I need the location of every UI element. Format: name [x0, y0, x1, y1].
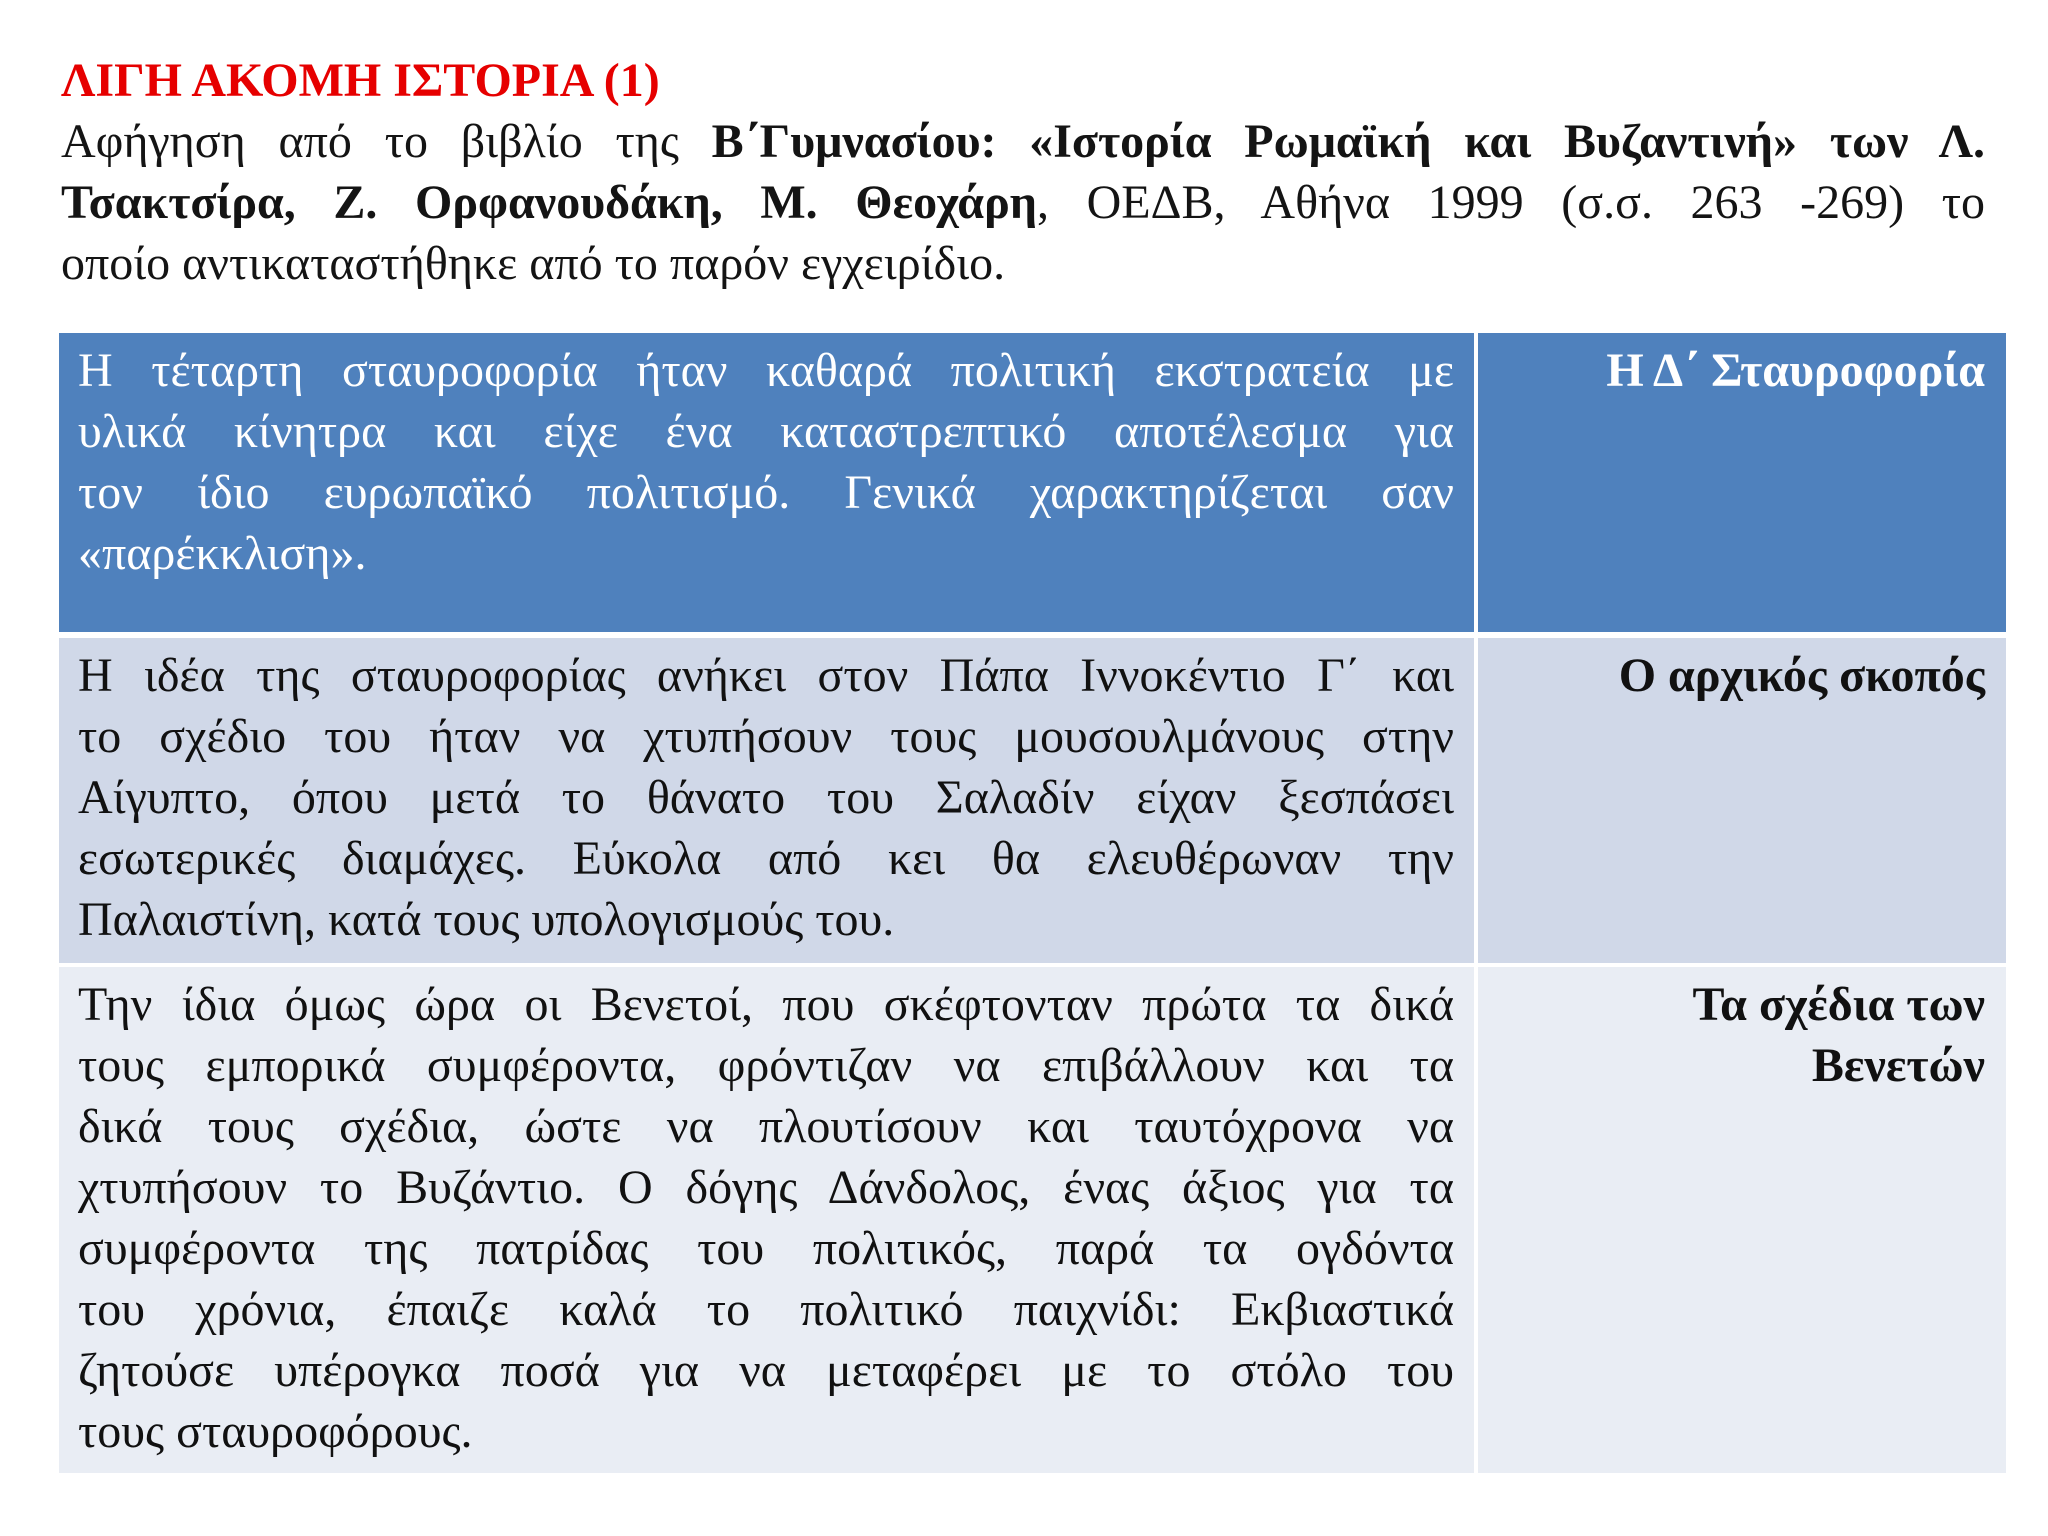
row-heading: Τα σχέδια των — [1692, 978, 1985, 1031]
intro-line — [61, 172, 1985, 233]
text-line: «παρέκκλιση». — [78, 527, 367, 580]
text-line: δικά τους σχέδια, ώστε να πλουτίσουν και ταυτόχρονα να — [78, 1100, 1454, 1153]
intro-line: οποίο αντικαταστήθηκε από το παρόν εγχειρίδιο. — [61, 237, 1006, 290]
text-line: τον ίδιο ευρωπαϊκό πολιτισμό. Γενικά χαρακτηρίζεται σαν — [78, 466, 1454, 519]
text-line: του χρόνια, έπαιζε καλά το πολιτικό παιχνίδι: Εκβιαστικά — [78, 1283, 1454, 1336]
text-line: υλικά κίνητρα και είχε ένα καταστρεπτικό αποτέλεσμα για — [78, 405, 1454, 458]
table-row-2-text-cell — [59, 638, 1474, 963]
text-line: ζητούσε υπέρογκα ποσά για να μεταφέρει με το στόλο του — [78, 1344, 1454, 1397]
slide-header — [61, 50, 1985, 294]
table-row-2-heading-cell — [1478, 638, 2006, 963]
text-line: Αίγυπτο, όπου μετά το θάνατο του Σαλαδίν είχαν ξεσπάσει — [78, 771, 1454, 824]
text-line: το σχέδιο του ήταν να χτυπήσουν τους μουσουλμάνους στην — [78, 710, 1454, 763]
text-line: χτυπήσουν το Βυζάντιο. Ο δόγης Δάνδολος, ένας άξιος για τα — [78, 1161, 1454, 1214]
text-line: εσωτερικές διαμάχες. Εύκολα από κει θα ελευθέρωναν την — [78, 832, 1454, 885]
row-heading: Η Δ΄ Σταυροφορία — [1606, 344, 1985, 397]
intro-text: Αφήγηση από το βιβλίο της — [61, 115, 712, 168]
row-heading: Ο αρχικός σκοπός — [1618, 649, 1985, 702]
intro-authors: Τσακτσίρα, Ζ. Ορφανουδάκη, Μ. Θεοχάρη — [61, 176, 1038, 229]
table-row-1-text-cell — [59, 333, 1474, 632]
text-line: Η ιδέα της σταυροφορίας ανήκει στον Πάπα Ιννοκέντιο Γ΄ και — [78, 649, 1454, 702]
text-line: τους εμπορικά συμφέροντα, φρόντιζαν να επιβάλλουν και τα — [78, 1039, 1454, 1092]
intro-book-title: Β΄Γυμνασίου: «Ιστορία Ρωμαϊκή και Βυζαντινή» των Λ. — [711, 115, 1986, 168]
intro-publication: , ΟΕΔΒ, Αθήνα 1999 (σ.σ. 263 -269) το — [1037, 176, 1985, 229]
intro-line — [61, 111, 1985, 172]
text-line: Η τέταρτη σταυροφορία ήταν καθαρά πολιτική εκστρατεία με — [78, 344, 1454, 397]
row-heading: Βενετών — [1811, 1039, 1985, 1092]
table-row-3-text-cell — [59, 967, 1474, 1473]
table-row-1-heading-cell — [1478, 333, 2006, 632]
table-row-3-heading-cell — [1478, 967, 2006, 1473]
text-line: Παλαιστίνη, κατά τους υπολογισμούς του. — [78, 893, 895, 946]
text-line: τους σταυροφόρους. — [78, 1405, 473, 1458]
text-line: συμφέροντα της πατρίδας του πολιτικός, παρά τα ογδόντα — [78, 1222, 1454, 1275]
text-line: Την ίδια όμως ώρα οι Βενετοί, που σκέφτονταν πρώτα τα δικά — [78, 978, 1454, 1031]
slide-title: ΛΙΓΗ ΑΚΟΜΗ ΙΣΤΟΡΙΑ (1) — [61, 54, 660, 107]
